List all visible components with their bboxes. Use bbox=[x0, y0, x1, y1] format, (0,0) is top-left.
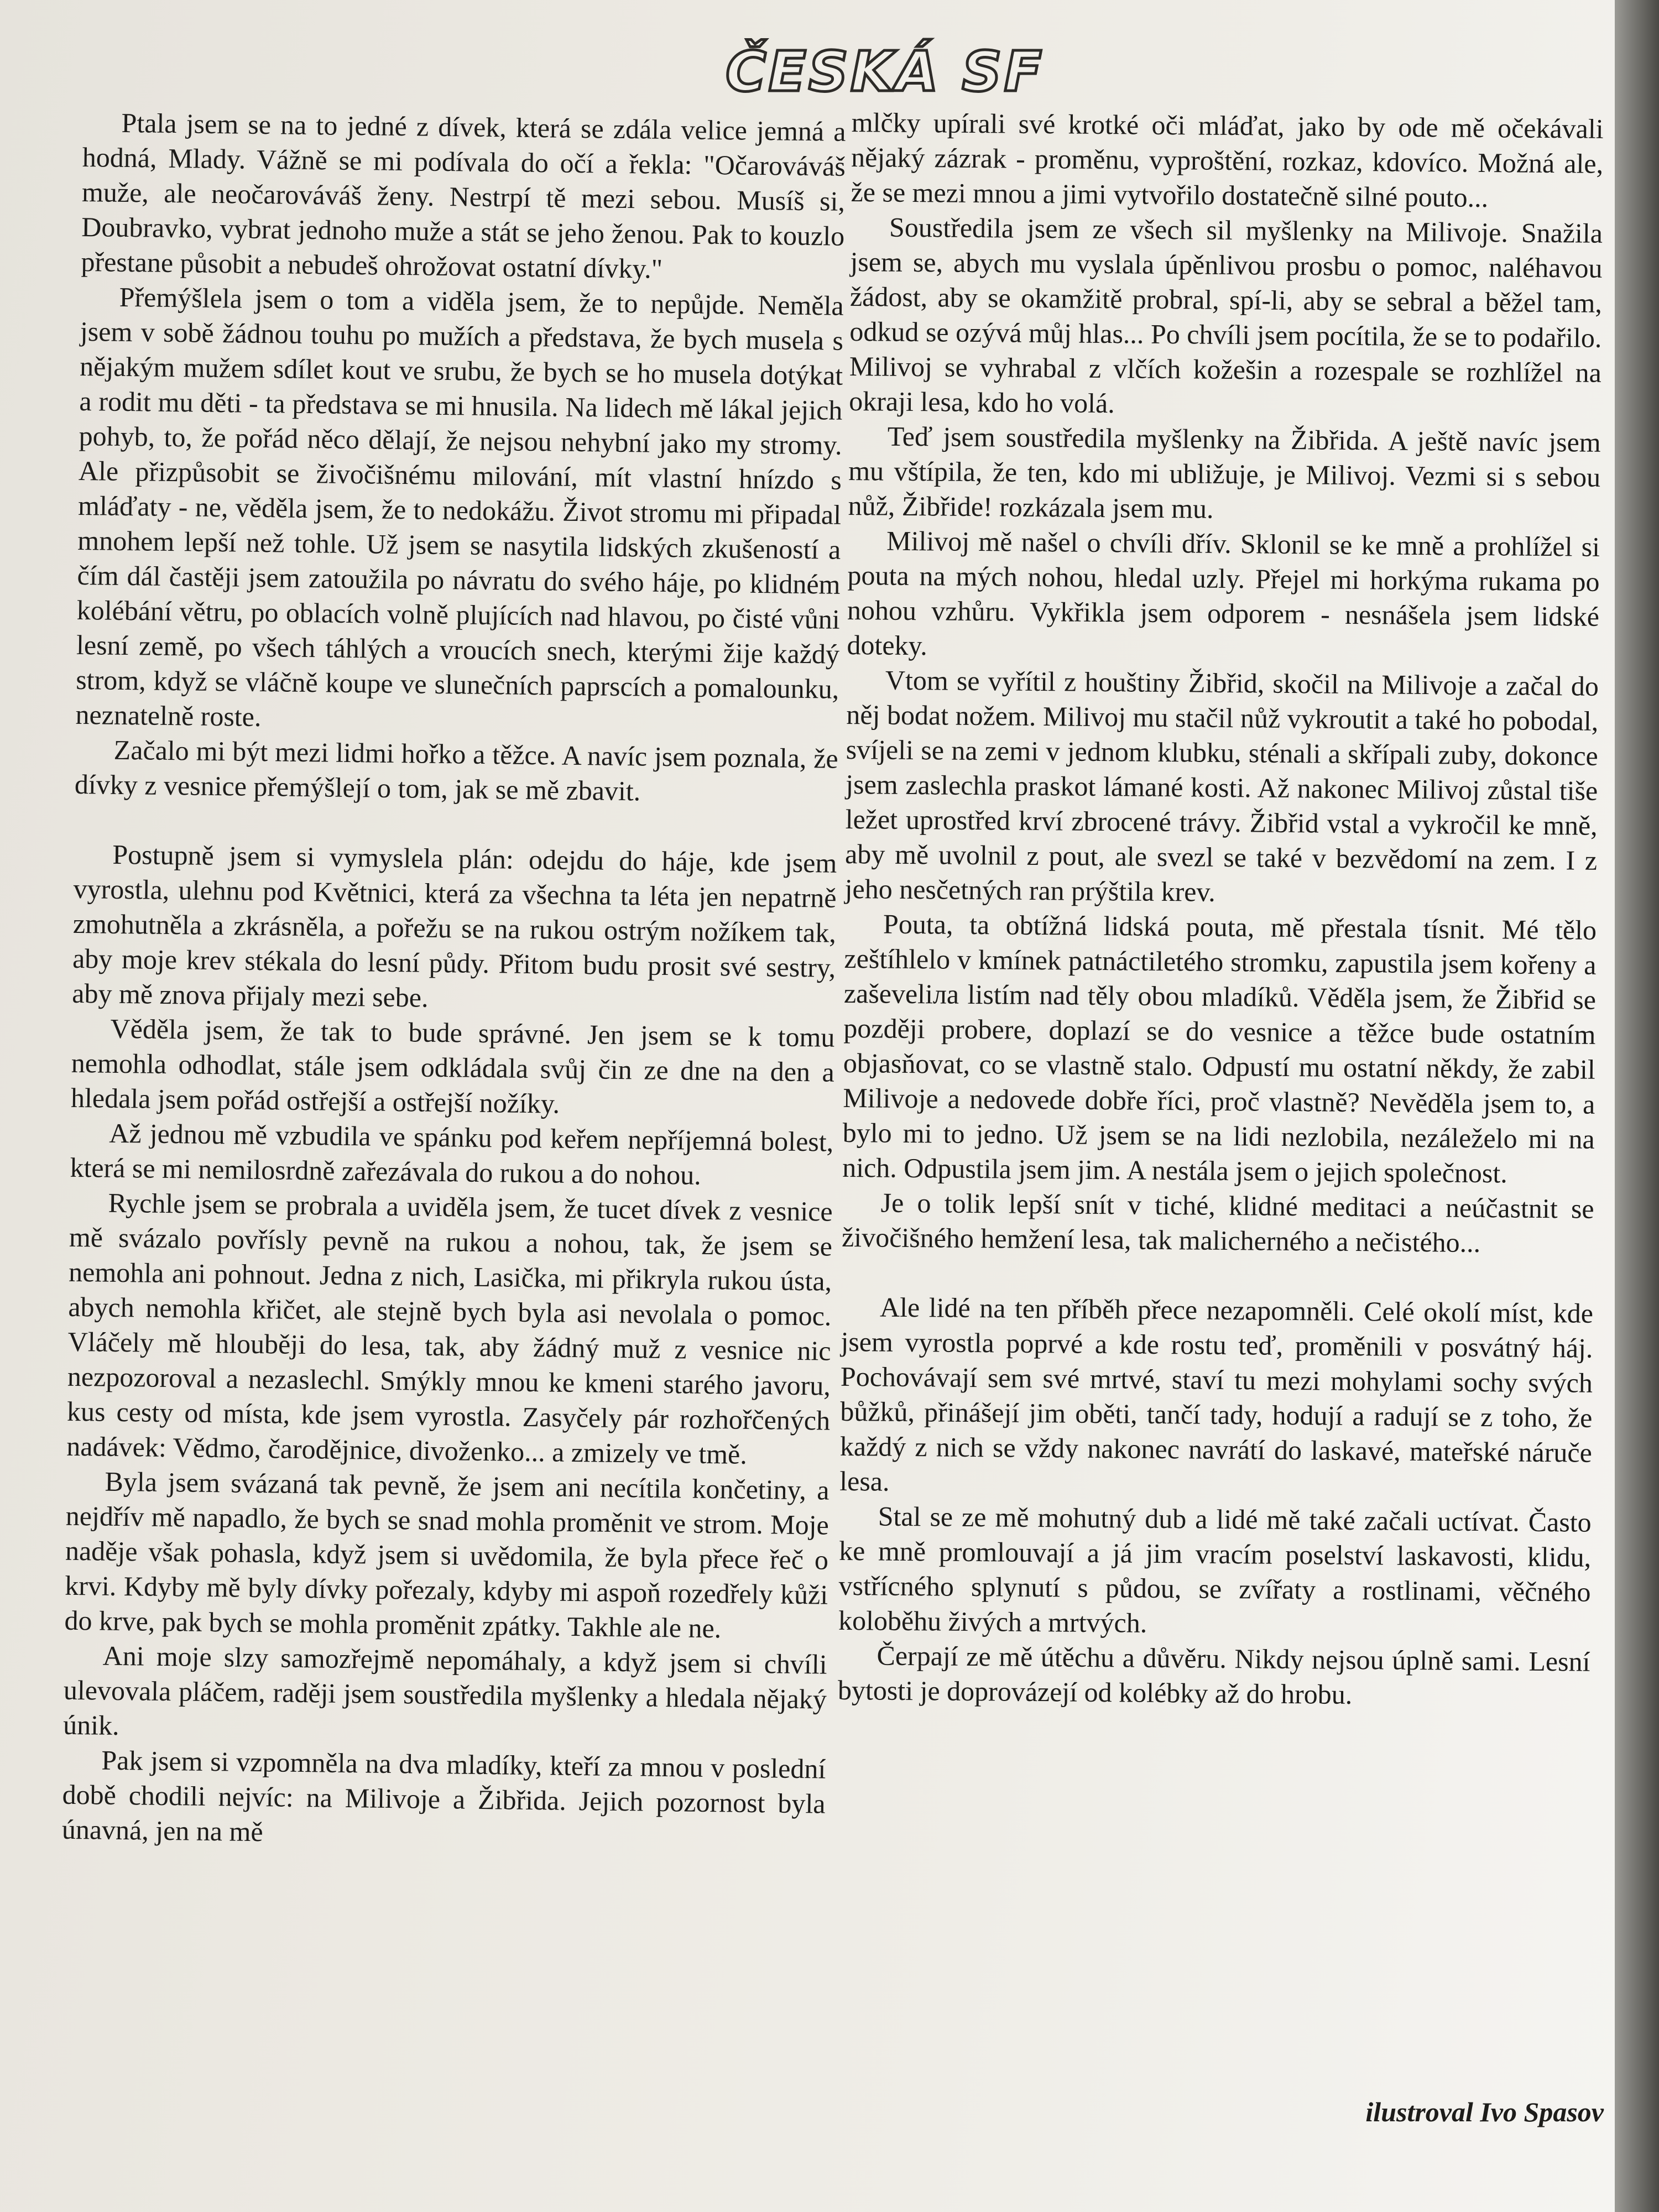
paragraph: Milivoj mě našel o chvíli dřív. Sklonil se ke mně a prohlížel si pouta na mých nohou, hledal uzly. Přejel mi horkýma rukama po nohou vzhůru. Vykřikla jsem odporem - nesnášela jsem lidské doteky. bbox=[847, 525, 1600, 661]
paragraph: Rychle jsem se probrala a uviděla jsem, že tucet dívek z vesnice mě svázalo povřísly pevně na rukou a nohou, tak, že jsem se nemohla ani pohnout. Jedna z nich, Lasička, mi přikryla rukou ústa, abych nemohla křičet, ale stejně bych byla asi nevolala o pomoc. Vláčely mě hlouběji do lesa, tak, aby žádný muž z vesnice nic nezpozoroval a nezaslechl. Smýkly mnou ke kmeni starého javoru, kus cesty od místa, kde jsem vyrostla. Zasyčely pár rozhořčených nadávek: Vědmo, čarodějnice, divoženko... a zmizely ve tmě. bbox=[66, 1187, 833, 1470]
paragraph: Věděla jsem, že tak to bude správné. Jen jsem se k tomu nemohla odhodlat, stále jsem odkládala svůj čin ze dne na den a hledala jsem pořád ostřejší a ostřejší nožíky. bbox=[70, 1013, 835, 1119]
paragraph: Čerpají ze mě útěchu a důvěru. Nikdy nejsou úplně sami. Lesní bytosti je doprovázejí od kolébky až do hrobu. bbox=[837, 1640, 1590, 1710]
text-column-left bbox=[62, 105, 846, 1856]
page-header: ČESKÁ SF bbox=[726, 39, 1044, 104]
paragraph: Stal se ze mě mohutný dub a lidé mě také začali uctívat. Často ke mně promlouvají a já jim vracím poselství laskavosti, klidu, vstřícného splynutí s půdou, se zvířaty a rostlinami, věčného koloběhu živých a mrtvých. bbox=[838, 1500, 1592, 1639]
paragraph: Byla jsem svázaná tak pevně, že jsem ani necítila končetiny, a nejdřív mě napadlo, že bych se snad mohla proměnit ve strom. Moje naděje však pohasla, když jsem si uvědomila, že byla přece řeč o krvi. Kdyby mě byly dívky pořezaly, kdyby mi aspoň rozedřely kůži do krve, pak bych se mohla proměnit zpátky. Takhle ale ne. bbox=[64, 1465, 830, 1644]
paragraph: Ani moje slzy samozřejmě nepomáhaly, a když jsem si chvíli ulevovala pláčem, raději jsem soustředila myšlenky a hledala nějaký únik. bbox=[62, 1640, 827, 1741]
text-column-right bbox=[838, 105, 1604, 1714]
paragraph: Ptala jsem se na to jedné z dívek, která se zdála velice jemná a hodná, Mlady. Vážně se mi podívala do očí a řekla: "Očarováváš muže, ale neočarováváš ženy. Nestrpí tě mezi sebou. Musíš si, Doubravko, vybrat jednoho muže a stát se jeho ženou. Pak to kouzlo přestane působit a nebudeš ohrožovat ostatní dívky." bbox=[81, 107, 846, 284]
paragraph: Je o tolik lepší snít v tiché, klidné meditaci a neúčastnit se živočišného hemžení lesa, tak malicherného a nečistého... bbox=[841, 1187, 1594, 1259]
illustrator-credit: ilustroval Ivo Spasov bbox=[1365, 2096, 1604, 2127]
paragraph: Postupně jsem si vymyslela plán: odejdu do háje, kde jsem vyrostla, ulehnu pod Květnici, která za všechna ta léta jen nepatrně zmohutněla a zkrásněla, a pořežu se na rukou ostrým nožíkem tak, aby moje krev stékala do lesní půdy. Přitom budu prosit své sestry, aby mě znova přijaly mezi sebe. bbox=[72, 838, 837, 1013]
paragraph: Přemýšlela jsem o tom a viděla jsem, že to nepůjde. Neměla jsem v sobě žádnou touhu po mužích a představa, že bych musela s nějakým mužem sdílet kout ve srubu, že bych se ho musela dotýkat a rodit mu děti - ta představa se mi hnusila. Na lidech mě lákal jejich pohyb, to, že pořád něco dělají, že nejsou nehybní jako my stromy. Ale přizpůsobit se živočišnému milování, mít vlastní hnízdo s mláďaty - ne, věděla jsem, že to nedokážu. Život stromu mi připadal mnohem lepší než tohle. Už jsem se nasytila lidských zkušeností a čím dál častěji jsem zatoužila po návratu do svého háje, po klidném kolébání větru, po oblacích volně plujících nad hlavou, po čisté vůni lesní země, po všech táhlých a vroucích snech, kterými žije každý strom, když se vláčně koupe ve slunečních paprscích a pomalounku, neznatelně roste. bbox=[75, 281, 844, 733]
paragraph: Až jednou mě vzbudila ve spánku pod keřem nepříjemná bolest, která se mi nemilosrdně zařezávala do rukou a do nohou. bbox=[70, 1117, 834, 1191]
paragraph: Ale lidé na ten příběh přece nezapomněli. Celé okolí míst, kde jsem vyrostla poprvé a kde rostu teď, proměnili v posvátný háj. Pochovávají sem své mrtvé, staví tu mezi mohylami sochy svých bůžků, přinášejí jim oběti, tančí tady, hodují a radují se z toho, že každý z nich se vždy nakonec navrátí do laskavé, mateřské náruče lesa. bbox=[839, 1291, 1594, 1497]
paragraph: Pouta, ta obtížná lidská pouta, mě přestala tísnit. Mé tělo zeštíhlelo v kmínek patnáctiletého stromku, zapustila jsem kořeny a zaševeliла listím nad těly obou mladíků. Věděla jsem, že Žibřid se později probere, doplazí se do vesnice a těžce bude ostatním objasňovat, co se vlastně stalo. Odpustí mu ostatní někdy, že zabil Milivoje a nedovede dobře říci, proč vlastně? Nevěděla jsem to, a bylo mi to jedno. Už jsem se na lidi nezlobila, nezáleželo mi na nich. Odpustila jsem jim. A nestála jsem o jejich společnost. bbox=[842, 908, 1597, 1189]
page-edge-shadow bbox=[1615, 0, 1659, 2212]
paragraph: Pak jsem si vzpomněla na dva mladíky, kteří za mnou v poslední době chodili nejvíc: na Milivoje a Žibřida. Jejich pozornost byla únavná, jen na mě bbox=[61, 1744, 826, 1848]
paragraph: Začalo mi být mezi lidmi hořko a těžce. A navíc jsem poznala, že dívky z vesnice přemýšlejí o tom, jak se mě zbavit. bbox=[74, 734, 839, 807]
paragraph: Vtom se vyřítil z houštiny Žibřid, skočil na Milivoje a začal do něj bodat nožem. Milivoj mu stačil nůž vykroutit a také ho pobodal, svíjeli se na zemi v jednom klubku, sténali a skřípali zuby, dokonce jsem zaslechla praskot lámané kosti. Až nakonec Milivoj zůstal tiše ležet uprostřed krví zbrocené trávy. Žibřid vstal a vykročil ke mně, aby mě uvolnil z pout, ale svezl se také v bezvědomí na zem. I z jeho nesčetných ran prýštila krev. bbox=[844, 664, 1599, 907]
paragraph: Teď jsem soustředila myšlenky na Žibřida. A ještě navíc jsem mu vštípila, že ten, kdo mi ubližuje, je Milivoj. Vezmi si s sebou nůž, Žibřide! rozkázala jsem mu. bbox=[848, 420, 1601, 524]
paragraph: Soustředila jsem ze všech sil myšlenky na Milivoje. Snažila jsem se, abych mu vyslala úpěnlivou prosbu o pomoc, naléhavou žádost, aby se okamžitě probral, spí-li, aby se sebral a běžel tam, odkud se ozývá můj hlas... Po chvíli jsem pocítila, že se to podařilo. Milivoj se vyhrabal z vlčích kožešin a rozespale se rozhlížel na okraji lesa, kdo ho volá. bbox=[849, 211, 1603, 419]
paragraph: mlčky upírali své krotké oči mláďat, jako by ode mě očekávali nějaký zázrak - proměnu, vyproštění, rozkaz, kdovíco. Možná ale, že se mezi mnou a jimi vytvořilo dostatečně silné pouto... bbox=[851, 106, 1604, 213]
